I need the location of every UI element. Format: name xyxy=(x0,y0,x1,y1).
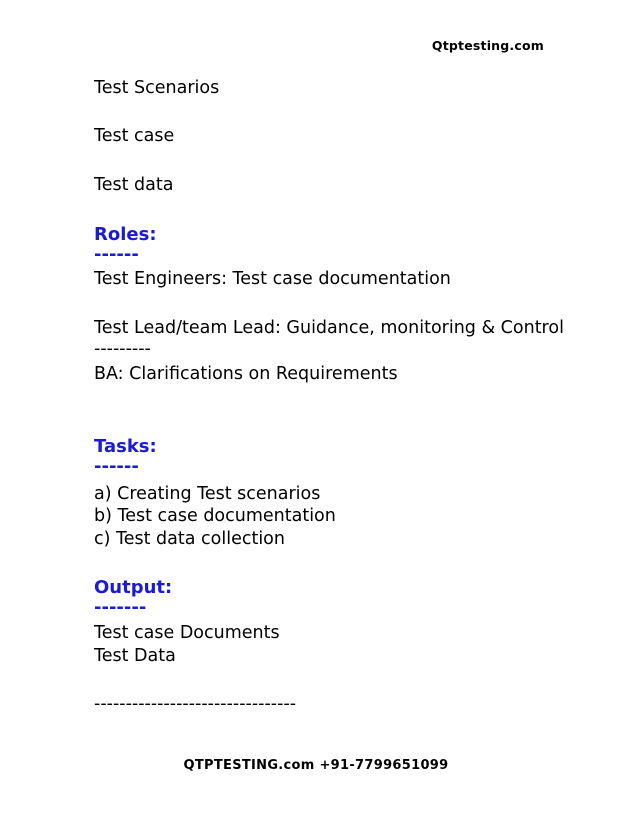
tasks-item-b: b) Test case documentation xyxy=(94,506,336,526)
footer-contact: QTPTESTING.com +91-7799651099 xyxy=(183,758,449,773)
roles-line-ba: BA: Clarifications on Requirements xyxy=(94,364,398,384)
header-site-name: Qtptesting.com xyxy=(431,38,544,53)
intro-item-test-scenarios: Test Scenarios xyxy=(94,78,220,98)
roles-divider: --------- xyxy=(94,339,151,359)
intro-item-test-data: Test data xyxy=(94,175,174,195)
roles-heading: Roles: xyxy=(94,224,157,245)
roles-line-test-lead: Test Lead/team Lead: Guidance, monitoring & Control xyxy=(94,318,564,338)
output-item-test-data: Test Data xyxy=(94,646,176,666)
tasks-item-a: a) Creating Test scenarios xyxy=(94,484,321,504)
tasks-underline: ------ xyxy=(94,456,139,477)
output-underline: ------- xyxy=(94,597,147,618)
tasks-item-c: c) Test data collection xyxy=(94,529,285,549)
tasks-heading: Tasks: xyxy=(94,436,157,457)
intro-item-test-case: Test case xyxy=(94,126,175,146)
footer xyxy=(0,758,638,773)
output-heading: Output: xyxy=(94,577,173,598)
separator-line: -------------------------------- xyxy=(94,694,297,714)
roles-underline: ------ xyxy=(94,244,139,265)
roles-line-test-engineers: Test Engineers: Test case documentation xyxy=(94,269,451,289)
output-item-documents: Test case Documents xyxy=(94,623,280,643)
